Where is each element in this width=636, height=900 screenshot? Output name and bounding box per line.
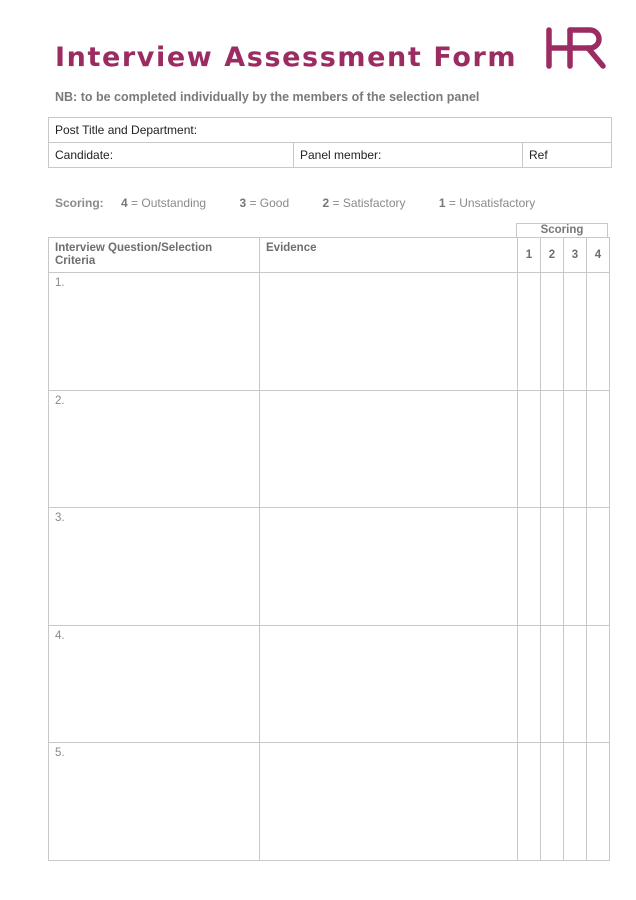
criteria-cell[interactable]: 3. bbox=[49, 508, 260, 626]
score-3-cell[interactable] bbox=[564, 625, 587, 743]
criteria-cell[interactable]: 5. bbox=[49, 743, 260, 861]
score-2-cell[interactable] bbox=[541, 743, 564, 861]
score-1-header: 1 bbox=[518, 238, 541, 273]
panel-member-field[interactable]: Panel member: bbox=[294, 143, 523, 168]
score-4-cell[interactable] bbox=[587, 625, 610, 743]
score-4-cell[interactable] bbox=[587, 273, 610, 391]
score-1-cell[interactable] bbox=[518, 625, 541, 743]
evidence-cell[interactable] bbox=[260, 390, 518, 508]
score-1-cell[interactable] bbox=[518, 390, 541, 508]
page-title: Interview Assessment Form bbox=[55, 42, 518, 73]
scoring-key-item: 1 = Unsatisfactory bbox=[438, 196, 536, 210]
score-2-cell[interactable] bbox=[541, 273, 564, 391]
ref-field[interactable]: Ref bbox=[523, 143, 612, 168]
score-3-cell[interactable] bbox=[564, 273, 587, 391]
table-row bbox=[49, 508, 610, 626]
table-row bbox=[49, 625, 610, 743]
score-2-header: 2 bbox=[541, 238, 564, 273]
evidence-column-header: Evidence bbox=[260, 238, 518, 273]
scoring-key bbox=[55, 196, 565, 210]
score-1-cell[interactable] bbox=[518, 273, 541, 391]
candidate-field[interactable]: Candidate: bbox=[49, 143, 294, 168]
table-header-row bbox=[49, 238, 610, 273]
criteria-cell[interactable]: 2. bbox=[49, 390, 260, 508]
candidate-info-table bbox=[48, 117, 612, 168]
score-4-cell[interactable] bbox=[587, 508, 610, 626]
scoring-key-item: 3 = Good bbox=[239, 196, 290, 210]
score-2-cell[interactable] bbox=[541, 508, 564, 626]
evidence-cell[interactable] bbox=[260, 625, 518, 743]
criteria-cell[interactable]: 4. bbox=[49, 625, 260, 743]
evidence-cell[interactable] bbox=[260, 743, 518, 861]
score-4-header: 4 bbox=[587, 238, 610, 273]
score-2-cell[interactable] bbox=[541, 625, 564, 743]
scoring-column-header: Scoring bbox=[516, 223, 608, 237]
scoring-key-item: 2 = Satisfactory bbox=[322, 196, 406, 210]
scoring-key-label: Scoring: bbox=[55, 196, 104, 210]
score-4-cell[interactable] bbox=[587, 390, 610, 508]
score-3-header: 3 bbox=[564, 238, 587, 273]
assessment-table bbox=[48, 237, 610, 861]
table-row bbox=[49, 273, 610, 391]
criteria-column-header: Interview Question/Selection Criteria bbox=[49, 238, 260, 273]
criteria-cell[interactable]: 1. bbox=[49, 273, 260, 391]
score-3-cell[interactable] bbox=[564, 390, 587, 508]
score-4-cell[interactable] bbox=[587, 743, 610, 861]
evidence-cell[interactable] bbox=[260, 508, 518, 626]
score-2-cell[interactable] bbox=[541, 390, 564, 508]
score-1-cell[interactable] bbox=[518, 508, 541, 626]
post-title-field[interactable]: Post Title and Department: bbox=[49, 118, 612, 143]
scoring-key-item: 4 = Outstanding bbox=[121, 196, 207, 210]
table-row bbox=[49, 743, 610, 861]
score-3-cell[interactable] bbox=[564, 508, 587, 626]
score-3-cell[interactable] bbox=[564, 743, 587, 861]
hr-logo-icon bbox=[544, 26, 608, 70]
table-row bbox=[49, 390, 610, 508]
score-1-cell[interactable] bbox=[518, 743, 541, 861]
evidence-cell[interactable] bbox=[260, 273, 518, 391]
instructions-note: NB: to be completed individually by the members of the selection panel bbox=[55, 90, 480, 104]
